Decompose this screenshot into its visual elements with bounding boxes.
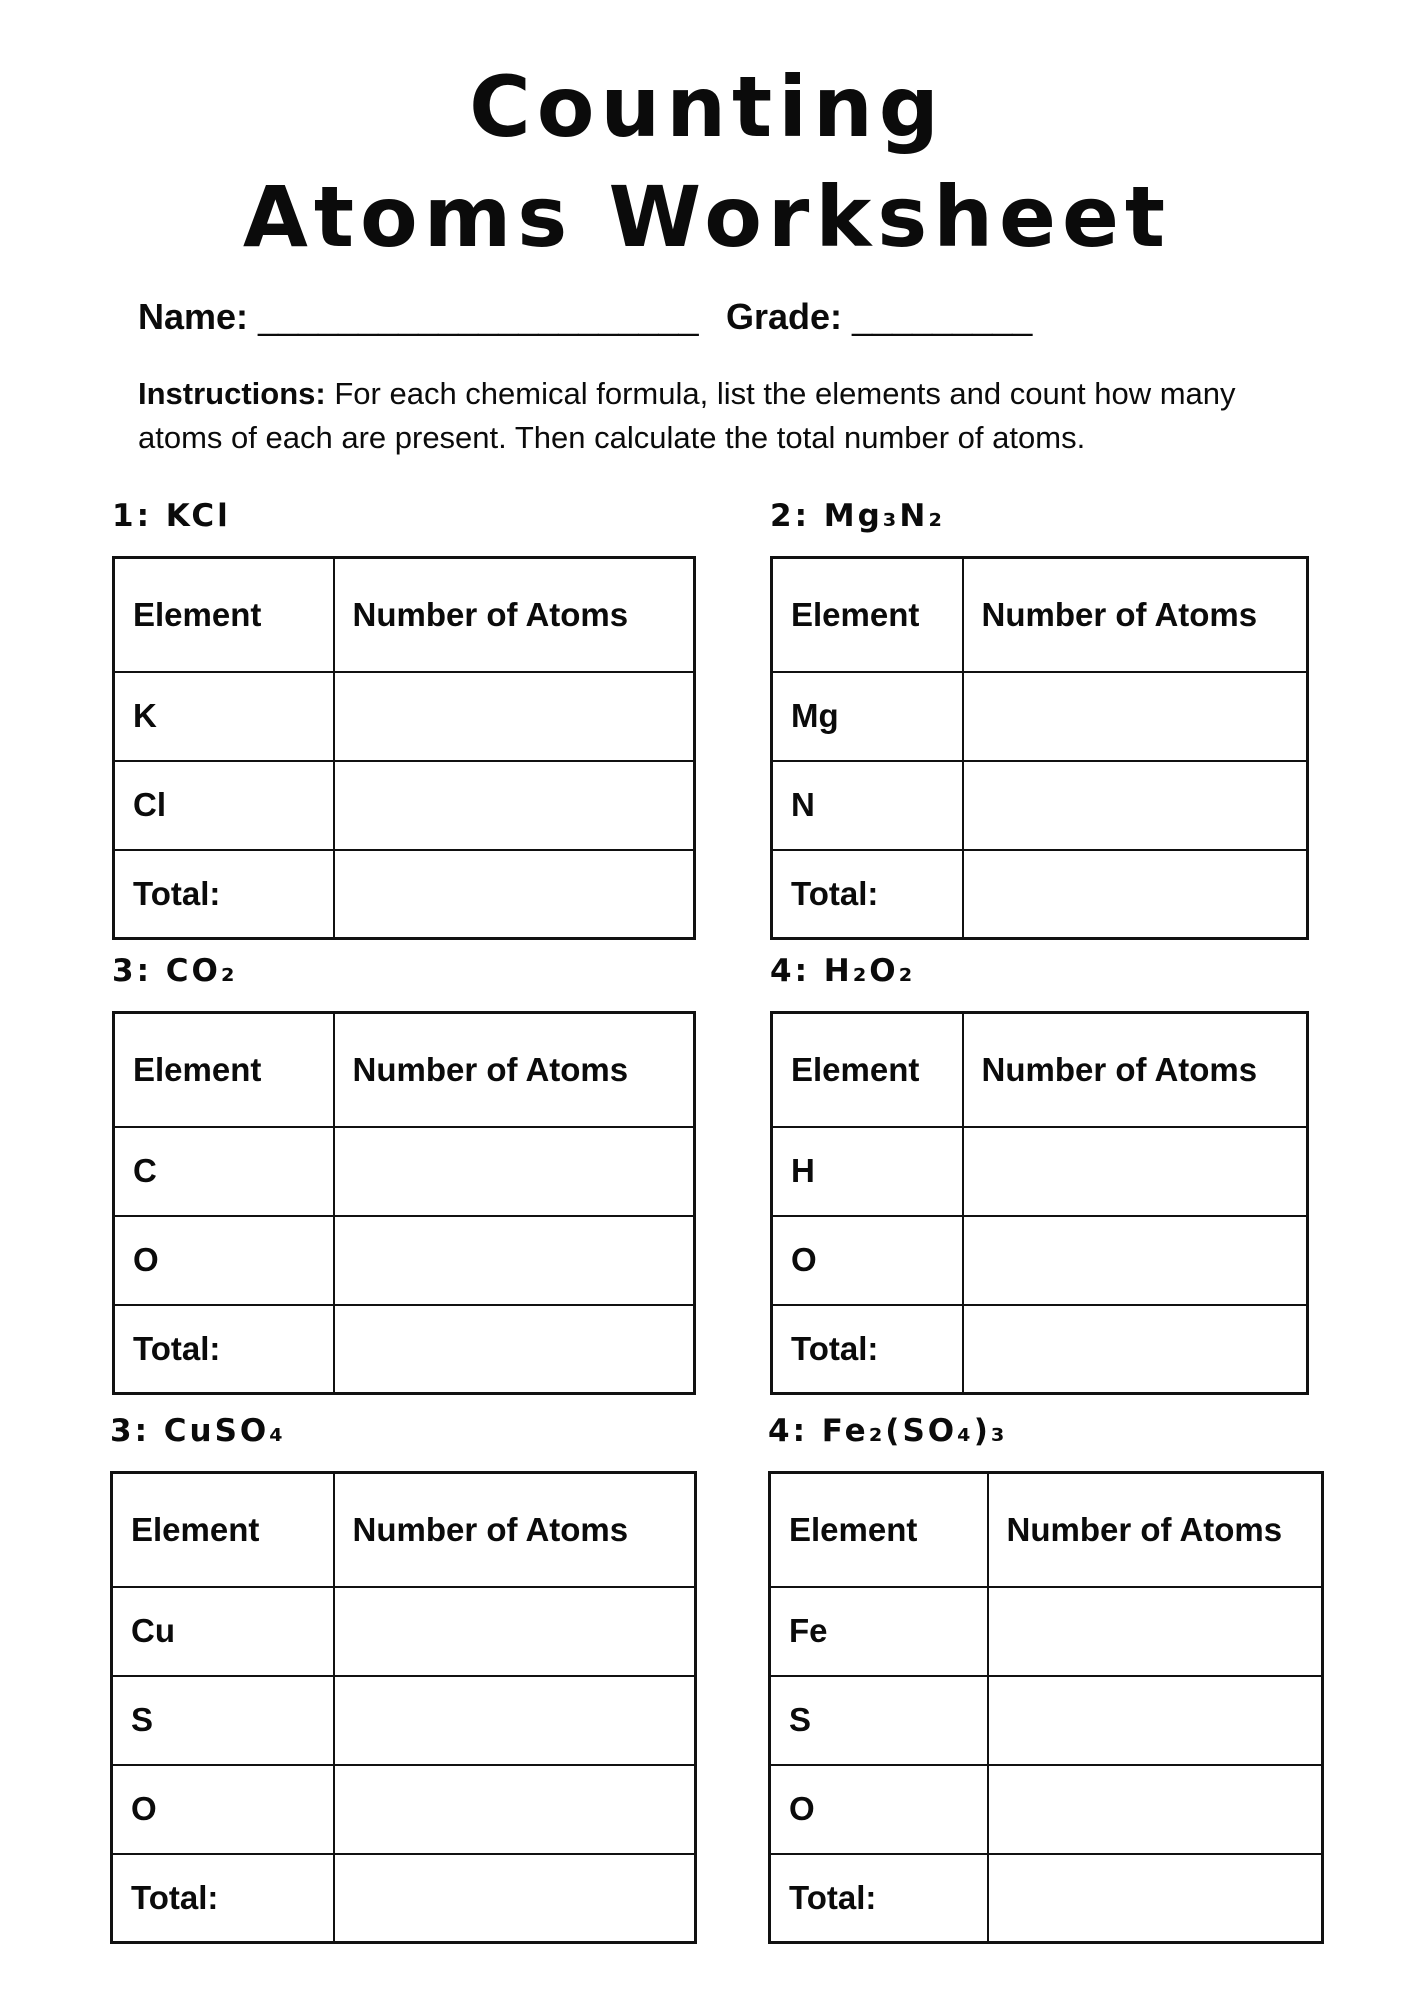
question-6-table [768,1471,1324,1944]
instructions-heading: Instructions: [138,376,326,411]
total-answer-cell[interactable] [334,850,695,939]
atoms-answer-cell[interactable] [963,761,1308,850]
question-4-table [770,1011,1309,1395]
total-answer-cell[interactable] [963,1305,1308,1394]
atoms-answer-cell[interactable] [988,1676,1323,1765]
element-cell: Cu [112,1587,334,1676]
total-label-cell: Total: [770,1854,988,1943]
atoms-answer-cell[interactable] [334,1216,695,1305]
total-label-cell: Total: [112,1854,334,1943]
element-cell: O [112,1765,334,1854]
column-header-atoms: Number of Atoms [334,1013,695,1127]
column-header-element: Element [114,558,334,672]
atoms-answer-cell[interactable] [334,1127,695,1216]
column-header-element: Element [772,1013,963,1127]
column-header-element: Element [770,1473,988,1587]
atoms-answer-cell[interactable] [988,1765,1323,1854]
atoms-answer-cell[interactable] [334,1676,696,1765]
column-header-element: Element [772,558,963,672]
total-label-cell: Total: [772,850,963,939]
column-header-atoms: Number of Atoms [988,1473,1323,1587]
question-3-table [112,1011,696,1395]
element-cell: Cl [114,761,334,850]
name-blank[interactable]: ______________________ [258,296,699,337]
instructions-text: For each chemical formula, list the elements and count how many atoms of each are present. Then calculate the total number of atoms. [138,376,1236,455]
column-header-atoms: Number of Atoms [963,558,1308,672]
total-label-cell: Total: [114,850,334,939]
column-header-atoms: Number of Atoms [334,1473,696,1587]
grade-field[interactable] [726,296,1032,338]
total-answer-cell[interactable] [963,850,1308,939]
element-cell: S [112,1676,334,1765]
column-header-element: Element [112,1473,334,1587]
question-5-label: 3: CuSO₄ [110,1413,286,1449]
total-answer-cell[interactable] [334,1854,696,1943]
question-4-label: 4: H₂O₂ [770,953,916,989]
total-label-cell: Total: [772,1305,963,1394]
atoms-answer-cell[interactable] [963,672,1308,761]
element-cell: Mg [772,672,963,761]
instructions [138,372,1278,460]
element-cell: S [770,1676,988,1765]
grade-label: Grade: [726,296,843,337]
worksheet-title [0,52,1414,272]
element-cell: O [114,1216,334,1305]
column-header-atoms: Number of Atoms [963,1013,1308,1127]
title-line-2: Atoms Worksheet [242,168,1172,266]
element-cell: O [772,1216,963,1305]
element-cell: N [772,761,963,850]
element-cell: O [770,1765,988,1854]
column-header-atoms: Number of Atoms [334,558,695,672]
element-cell: Fe [770,1587,988,1676]
name-field[interactable] [138,296,699,338]
grade-blank[interactable]: _________ [852,296,1033,337]
question-2-table [770,556,1309,940]
question-3-label: 3: CO₂ [112,953,238,989]
question-1-label: 1: KCl [112,498,231,534]
element-cell: C [114,1127,334,1216]
question-2-label: 2: Mg₃N₂ [770,498,945,534]
element-cell: K [114,672,334,761]
atoms-answer-cell[interactable] [334,672,695,761]
atoms-answer-cell[interactable] [963,1127,1308,1216]
question-5-table [110,1471,697,1944]
question-6-label: 4: Fe₂(SO₄)₃ [768,1413,1008,1449]
atoms-answer-cell[interactable] [988,1587,1323,1676]
question-1-table [112,556,696,940]
column-header-element: Element [114,1013,334,1127]
total-answer-cell[interactable] [334,1305,695,1394]
name-label: Name: [138,296,249,337]
title-line-1: Counting [469,58,945,156]
element-cell: H [772,1127,963,1216]
atoms-answer-cell[interactable] [334,1587,696,1676]
total-answer-cell[interactable] [988,1854,1323,1943]
atoms-answer-cell[interactable] [963,1216,1308,1305]
atoms-answer-cell[interactable] [334,1765,696,1854]
atoms-answer-cell[interactable] [334,761,695,850]
total-label-cell: Total: [114,1305,334,1394]
